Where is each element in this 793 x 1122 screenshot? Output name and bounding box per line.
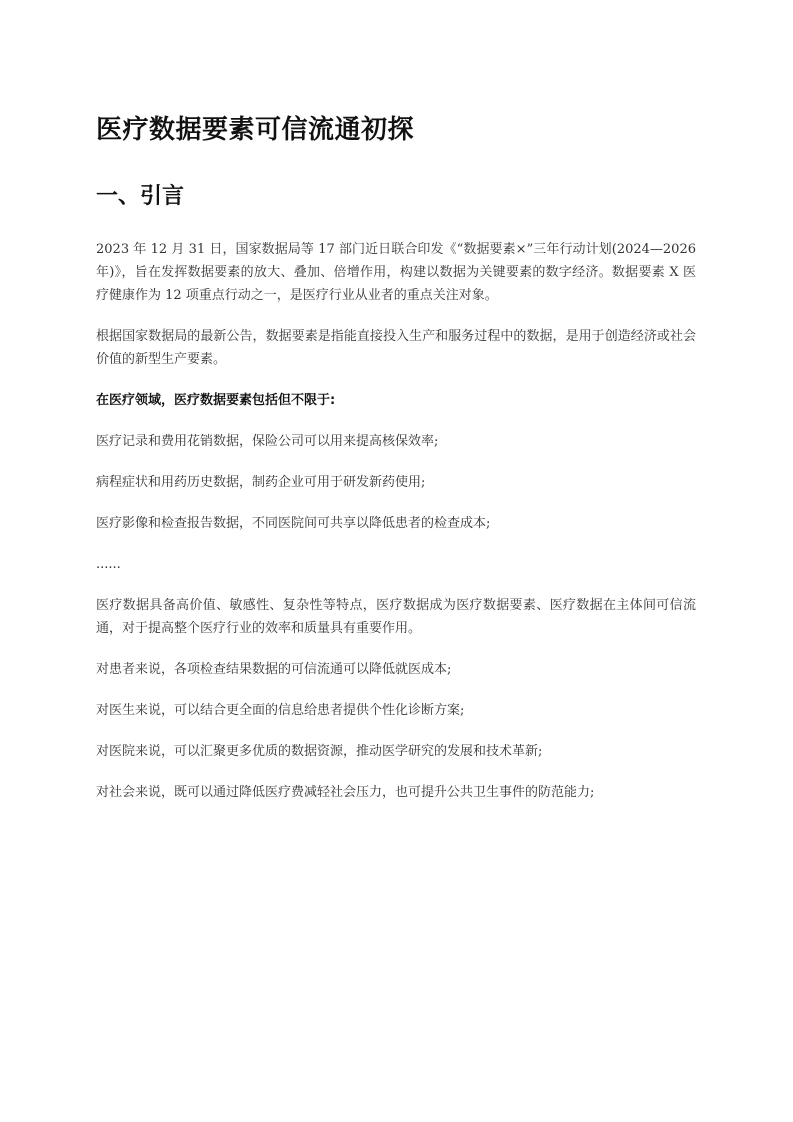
paragraph-for-hospitals: 对医院来说，可以汇聚更多优质的数据资源，推动医学研究的发展和技术革新; xyxy=(96,744,543,759)
document-body xyxy=(96,238,696,822)
document-title: 医疗数据要素可信流通初探 xyxy=(96,115,415,145)
section-heading-introduction: 一、引言 xyxy=(96,184,185,209)
paragraph-medical-imaging: 医疗影像和检查报告数据，不同医院间可共享以降低患者的检查成本; xyxy=(96,516,491,531)
paragraph-data-element-definition: 根据国家数据局的最新公告，数据要素是指能直接投入生产和服务过程中的数据，是用于创造经济或社会价值的新型生产要素。 xyxy=(96,329,696,367)
paragraph-data-characteristics: 医疗数据具备高价值、敏感性、复杂性等特点，医疗数据成为医疗数据要素、医疗数据在主体间可信流通，对于提高整个医疗行业的效率和质量具有重要作用。 xyxy=(96,598,696,636)
paragraph-action-plan: 2023 年 12 月 31 日，国家数据局等 17 部门近日联合印发《“数据要素×”三年行动计划(2024—2026 年)》，旨在发挥数据要素的放大、叠加、倍增作用，构建以数据为关键要素的数字经济。数据要素 X 医疗健康作为 12 项重点行动之一，是医疗行业从业者的重点关注对象。 xyxy=(96,242,696,303)
paragraph-medication-history: 病程症状和用药历史数据，制药企业可用于研发新药使用; xyxy=(96,475,426,490)
paragraph-for-society: 对社会来说，既可以通过降低医疗费减轻社会压力，也可提升公共卫生事件的防范能力; xyxy=(96,785,595,800)
paragraph-medical-data-elements-heading: 在医疗领域，医疗数据要素包括但不限于: xyxy=(96,393,336,408)
paragraph-ellipsis: ...... xyxy=(96,557,121,572)
paragraph-for-patients: 对患者来说，各项检查结果数据的可信流通可以降低就医成本; xyxy=(96,662,452,677)
paragraph-medical-records: 医疗记录和费用花销数据，保险公司可以用来提高核保效率; xyxy=(96,434,439,449)
paragraph-for-doctors: 对医生来说，可以结合更全面的信息给患者提供个性化诊断方案; xyxy=(96,703,465,718)
